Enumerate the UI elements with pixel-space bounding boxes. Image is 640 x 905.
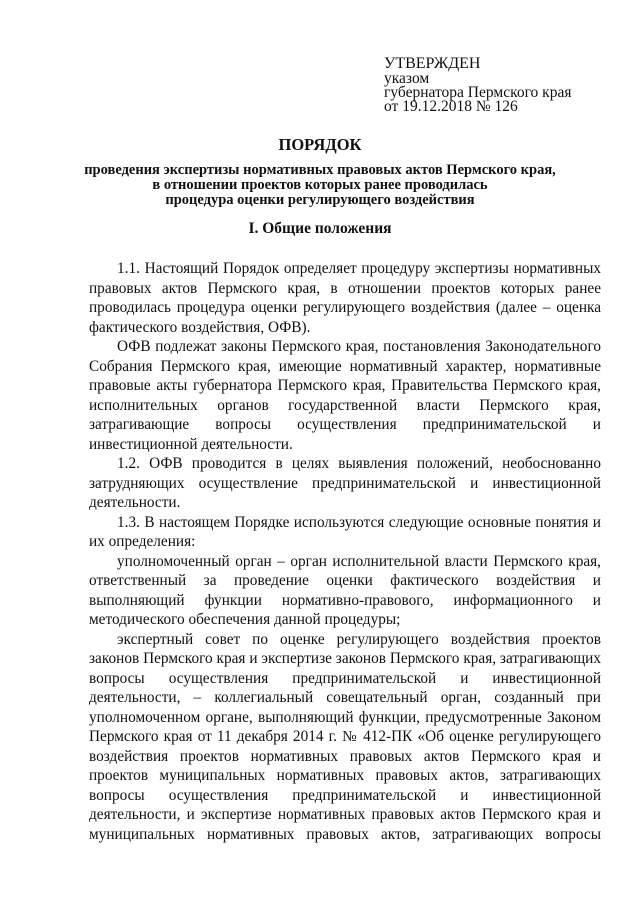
document-title-block	[40, 135, 600, 208]
approval-heading: УТВЕРЖДЕН	[384, 55, 481, 72]
subtitle-line-1: проведения экспертизы нормативных правовых актов Пермского края,	[84, 162, 556, 178]
approval-line-date-number: от 19.12.2018 № 126	[384, 98, 518, 115]
document-subtitle	[40, 163, 600, 208]
document-title: ПОРЯДОК	[278, 135, 362, 154]
section-heading: I. Общие положения	[248, 220, 392, 237]
paragraph-definition-authorized-body: уполномоченный орган – орган исполнительной власти Пермского края, ответственный за проведение оценки фактического воздействия и выполняющий функции нормативно-правового, информационного и методического обеспечения данной процедуры;	[89, 552, 601, 628]
approval-line-governor: губернатора Пермского края	[384, 84, 572, 101]
approval-stamp	[384, 55, 571, 114]
paragraph-1-2: 1.2. ОФВ проводится в целях выявления положений, необоснованно затрудняющих осуществление предпринимательской и инвестиционной деятельности.	[89, 455, 601, 511]
paragraph-ofv-scope: ОФВ подлежат законы Пермского края, постановления Законодательного Собрания Пермского края, имеющие нормативный характер, нормативные правовые акты губернатора Пермского края, Правительства Пермского края, исполнительных органов государственной власти Пермского края, затрагивающие вопросы осуществления предпринимательской и инвестиционной деятельности.	[89, 338, 601, 453]
paragraph-1-1: 1.1. Настоящий Порядок определяет процедуру экспертизы нормативных правовых актов Пермского края, в отношении проектов которых ранее проводилась процедура оценки регулирующего воздействия (далее – оценка фактического воздействия, ОФВ).	[89, 260, 601, 336]
approval-line-decree: указом	[384, 70, 430, 87]
subtitle-line-3: процедура оценки регулирующего воздействия	[165, 192, 475, 208]
paragraph-definition-expert-council: экспертный совет по оценке регулирующего воздействия проектов законов Пермского края и экспертизе законов Пермского края, затрагивающих вопросы осуществления предпринимательской и инвестиционной деятельности, – коллегиальный совещательный орган, созданный при уполномоченном органе, выполняющий функции, предусмотренные Законом Пермского края от 11 декабря 2014 г. № 412-ПК «Об оценке регулирующего воздействия проектов нормативных правовых актов Пермского края и проектов муниципальных нормативных правовых актов, затрагивающих вопросы осуществления предпринимательской и инвестиционной деятельности, и экспертизе нормативных правовых актов Пермского края и муниципальных нормативных правовых актов, затрагивающих вопросы	[89, 630, 601, 843]
paragraph-1-3: 1.3. В настоящем Порядке используются следующие основные понятия и их определения:	[89, 513, 601, 550]
document-body	[89, 259, 601, 844]
subtitle-line-2: в отношении проектов которых ранее проводилась	[152, 177, 488, 193]
